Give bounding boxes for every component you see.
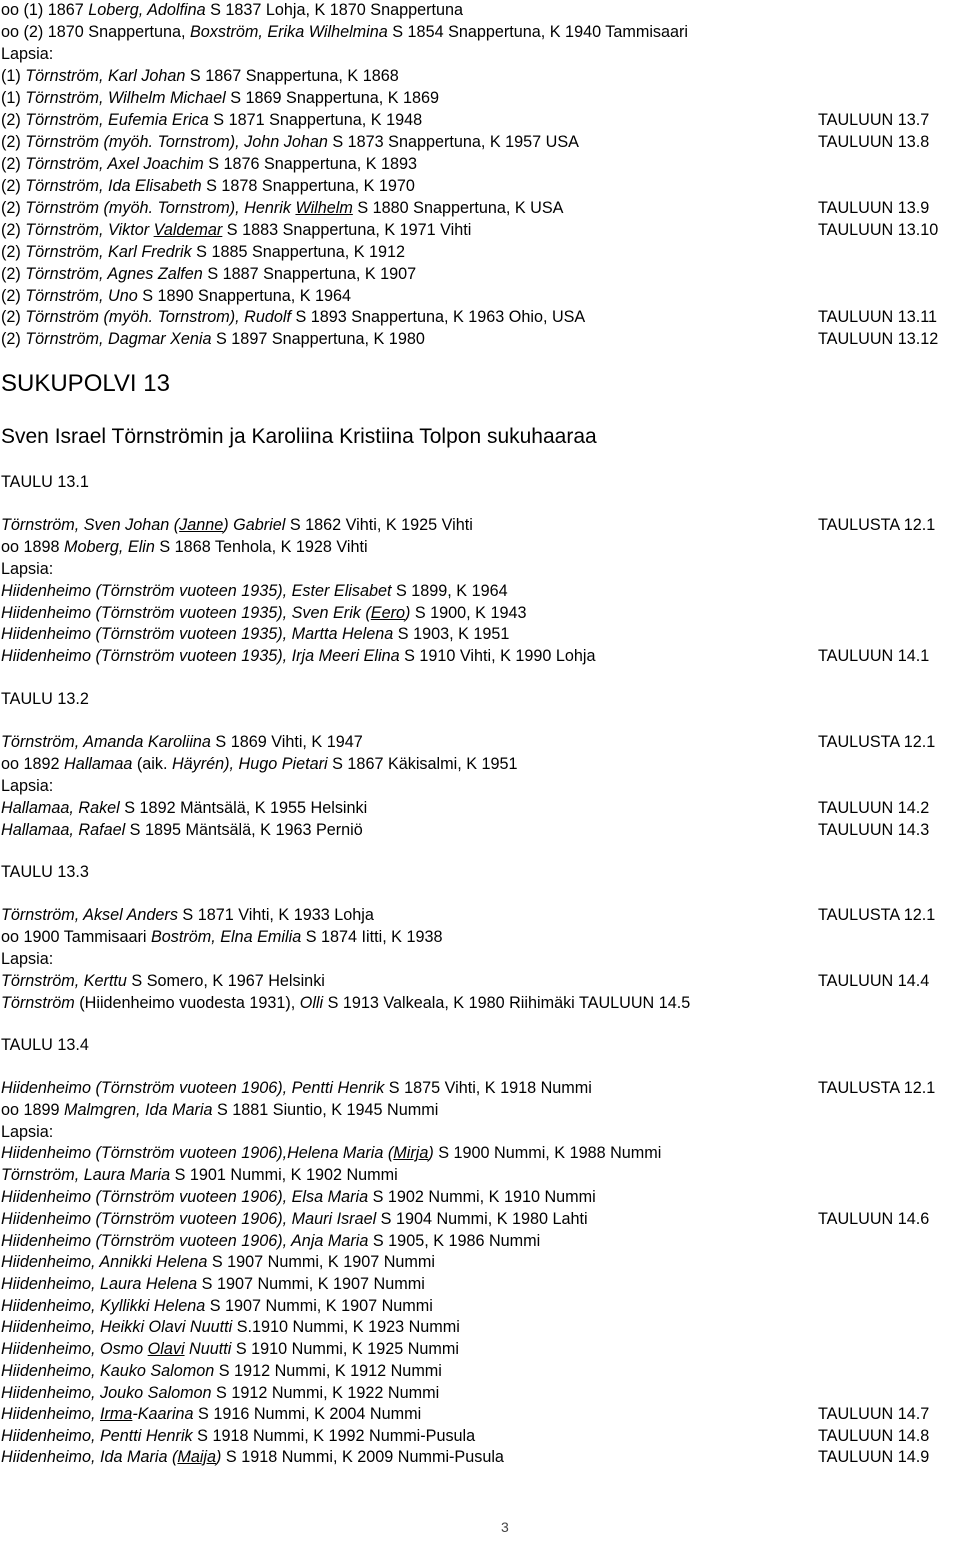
child-line: Hiidenheimo (Törnström vuoteen 1906),Helena Maria (Mirja) S 1900 Nummi, K 1988 Nummi	[1, 1144, 662, 1162]
person-line: Törnström, Aksel Anders S 1871 Vihti, K 1933 Lohja	[1, 906, 374, 924]
table-reference: TAULUSTA 12.1	[818, 516, 936, 534]
child-line: Hiidenheimo, Ida Maria (Maija) S 1918 Nummi, K 2009 Nummi-Pusula	[1, 1448, 504, 1466]
child-line: Hiidenheimo, Irma-Kaarina S 1916 Nummi, K 2004 Nummi	[1, 1405, 422, 1423]
child-line: Hiidenheimo, Laura Helena S 1907 Nummi, K 1907 Nummi	[1, 1275, 425, 1293]
table-reference: TAULUUN 14.6	[818, 1210, 930, 1228]
spouse-line: oo 1898 Moberg, Elin S 1868 Tenhola, K 1928 Vihti	[1, 538, 368, 556]
child-line: (2) Törnström, Axel Joachim S 1876 Snappertuna, K 1893	[1, 155, 418, 173]
child-line: (2) Törnström (myöh. Tornstrom), Henrik Wilhelm S 1880 Snappertuna, K USA	[1, 199, 564, 217]
child-line: Hallamaa, Rakel S 1892 Mäntsälä, K 1955 Helsinki	[1, 799, 368, 817]
child-line: Hiidenheimo, Jouko Salomon S 1912 Nummi, K 1922 Nummi	[1, 1384, 440, 1402]
child-line: (2) Törnström (myöh. Tornstrom), Rudolf S 1893 Snappertuna, K 1963 Ohio, USA	[1, 308, 586, 326]
child-line: (2) Törnström, Karl Fredrik S 1885 Snappertuna, K 1912	[1, 243, 405, 261]
table-heading: TAULU 13.3	[1, 863, 89, 881]
table-reference: TAULUSTA 12.1	[818, 906, 936, 924]
child-line: (2) Törnström, Uno S 1890 Snappertuna, K 1964	[1, 287, 352, 305]
table-reference: TAULUUN 14.9	[818, 1448, 930, 1466]
table-reference: TAULUUN 14.3	[818, 821, 930, 839]
child-line: Hiidenheimo (Törnström vuoteen 1935), Ester Elisabet S 1899, K 1964	[1, 582, 508, 600]
child-line: Hiidenheimo (Törnström vuoteen 1935), Irja Meeri Elina S 1910 Vihti, K 1990 Lohja	[1, 647, 596, 665]
child-line: Hiidenheimo (Törnström vuoteen 1906), Anja Maria S 1905, K 1986 Nummi	[1, 1232, 541, 1250]
child-line: (1) Törnström, Wilhelm Michael S 1869 Snappertuna, K 1869	[1, 89, 440, 107]
child-line: Hiidenheimo (Törnström vuoteen 1906), Mauri Israel S 1904 Nummi, K 1980 Lahti	[1, 1210, 588, 1228]
children-label: Lapsia:	[1, 1123, 54, 1141]
child-line: Hiidenheimo (Törnström vuoteen 1935), Sven Erik (Eero) S 1900, K 1943	[1, 604, 527, 622]
child-line: Hiidenheimo (Törnström vuoteen 1935), Martta Helena S 1903, K 1951	[1, 625, 510, 643]
child-line: Hallamaa, Rafael S 1895 Mäntsälä, K 1963 Perniö	[1, 821, 363, 839]
branch-heading: Sven Israel Törnströmin ja Karoliina Kristiina Tolpon sukuhaaraa	[1, 425, 597, 448]
child-line: Hiidenheimo, Kyllikki Helena S 1907 Nummi, K 1907 Nummi	[1, 1297, 433, 1315]
record-line: oo (1) 1867 Loberg, Adolfina S 1837 Lohja, K 1870 Snappertuna	[1, 1, 464, 19]
child-line: (2) Törnström (myöh. Tornstrom), John Johan S 1873 Snappertuna, K 1957 USA	[1, 133, 579, 151]
spouse-line: oo 1892 Hallamaa (aik. Häyrén), Hugo Pietari S 1867 Käkisalmi, K 1951	[1, 755, 518, 773]
table-reference: TAULUUN 14.1	[818, 647, 930, 665]
child-line: Hiidenheimo, Pentti Henrik S 1918 Nummi, K 1992 Nummi-Pusula	[1, 1427, 476, 1445]
table-reference: TAULUUN 14.8	[818, 1427, 930, 1445]
child-line: (2) Törnström, Dagmar Xenia S 1897 Snappertuna, K 1980	[1, 330, 425, 348]
child-line: (2) Törnström, Viktor Valdemar S 1883 Snappertuna, K 1971 Vihti	[1, 221, 472, 239]
table-reference: TAULUUN 14.4	[818, 972, 930, 990]
child-line: Hiidenheimo, Kauko Salomon S 1912 Nummi, K 1912 Nummi	[1, 1362, 442, 1380]
table-heading: TAULU 13.2	[1, 690, 89, 708]
table-heading: TAULU 13.1	[1, 473, 89, 491]
child-line: Hiidenheimo, Osmo Olavi Nuutti S 1910 Nummi, K 1925 Nummi	[1, 1340, 459, 1358]
table-reference: TAULUUN 14.7	[818, 1405, 930, 1423]
table-reference: TAULUUN 13.12	[818, 330, 939, 348]
table-heading: TAULU 13.4	[1, 1036, 89, 1054]
child-line: (2) Törnström, Agnes Zalfen S 1887 Snappertuna, K 1907	[1, 265, 417, 283]
child-line: (2) Törnström, Eufemia Erica S 1871 Snappertuna, K 1948	[1, 111, 423, 129]
person-line: Törnström, Amanda Karoliina S 1869 Vihti, K 1947	[1, 733, 363, 751]
person-line: Törnström, Sven Johan (Janne) Gabriel S 1862 Vihti, K 1925 Vihti	[1, 516, 473, 534]
person-line: Hiidenheimo (Törnström vuoteen 1906), Pentti Henrik S 1875 Vihti, K 1918 Nummi	[1, 1079, 592, 1097]
children-label: Lapsia:	[1, 777, 54, 795]
spouse-line: oo 1900 Tammisaari Boström, Elna Emilia S 1874 Iitti, K 1938	[1, 928, 443, 946]
child-line: Törnström, Kerttu S Somero, K 1967 Helsinki	[1, 972, 325, 990]
table-reference: TAULUUN 13.8	[818, 133, 930, 151]
child-line: (1) Törnström, Karl Johan S 1867 Snappertuna, K 1868	[1, 67, 399, 85]
table-reference: TAULUUN 13.9	[818, 199, 930, 217]
child-line: Hiidenheimo (Törnström vuoteen 1906), Elsa Maria S 1902 Nummi, K 1910 Nummi	[1, 1188, 596, 1206]
table-reference: TAULUSTA 12.1	[818, 733, 936, 751]
section-heading: SUKUPOLVI 13	[1, 370, 170, 397]
table-reference: TAULUSTA 12.1	[818, 1079, 936, 1097]
table-reference: TAULUUN 13.7	[818, 111, 930, 129]
child-line: Törnström, Laura Maria S 1901 Nummi, K 1902 Nummi	[1, 1166, 398, 1184]
table-reference: TAULUUN 13.10	[818, 221, 939, 239]
child-line: Törnström (Hiidenheimo vuodesta 1931), Olli S 1913 Valkeala, K 1980 Riihimäki TAULUUN 14.5	[1, 994, 691, 1012]
spouse-line: oo 1899 Malmgren, Ida Maria S 1881 Siuntio, K 1945 Nummi	[1, 1101, 439, 1119]
table-reference: TAULUUN 13.11	[818, 308, 938, 326]
children-label: Lapsia:	[1, 950, 54, 968]
table-reference: TAULUUN 14.2	[818, 799, 930, 817]
record-line: oo (2) 1870 Snappertuna, Boxström, Erika Wilhelmina S 1854 Snappertuna, K 1940 Tammisaari	[1, 23, 689, 41]
child-line: Hiidenheimo, Annikki Helena S 1907 Nummi, K 1907 Nummi	[1, 1253, 435, 1271]
children-label: Lapsia:	[1, 560, 54, 578]
child-line: (2) Törnström, Ida Elisabeth S 1878 Snappertuna, K 1970	[1, 177, 415, 195]
children-label: Lapsia:	[1, 45, 54, 63]
child-line: Hiidenheimo, Heikki Olavi Nuutti S.1910 Nummi, K 1923 Nummi	[1, 1318, 460, 1336]
page-number: 3	[501, 1519, 509, 1535]
